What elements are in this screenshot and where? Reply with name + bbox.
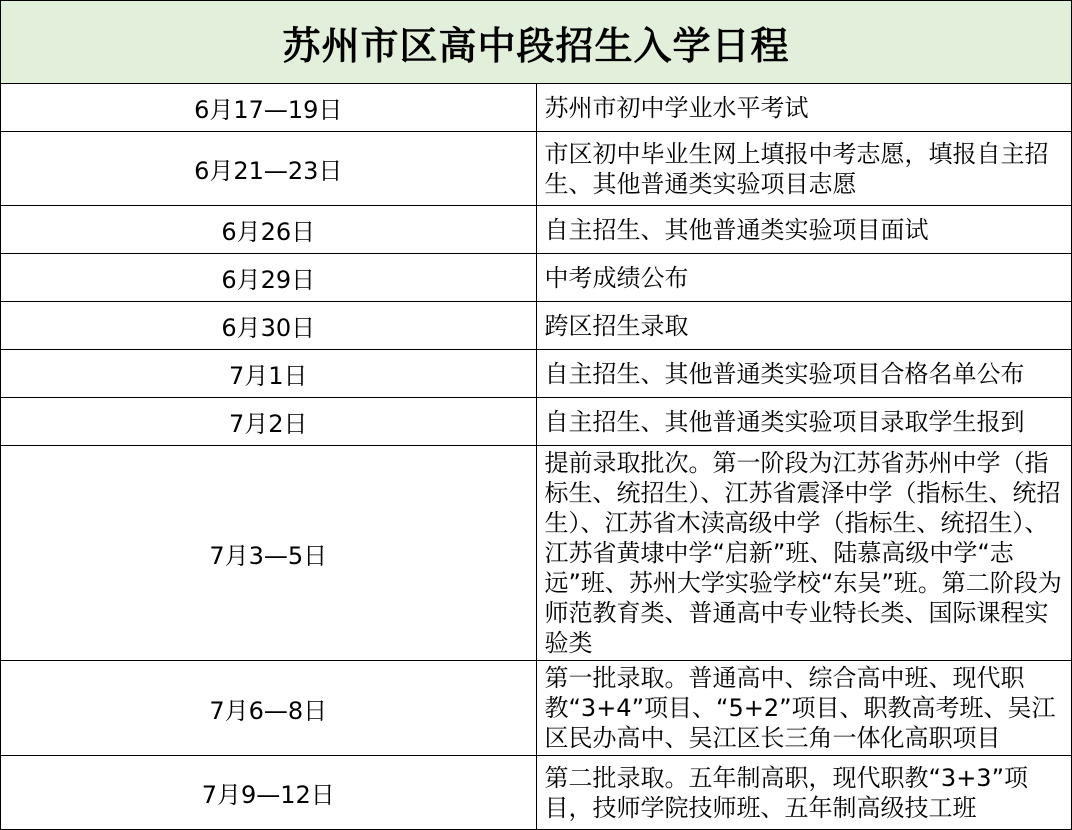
date-cell: 7月3—5日 <box>1 446 537 661</box>
date-cell: 6月29日 <box>1 254 537 302</box>
event-cell: 第二批录取。五年制高职，现代职教“3+3”项目，技师学院技师班、五年制高级技工班 <box>536 756 1072 830</box>
table-row <box>1 84 1072 132</box>
date-cell: 7月2日 <box>1 398 537 446</box>
table-row <box>1 661 1072 756</box>
event-cell: 提前录取批次。第一阶段为江苏省苏州中学（指标生、统招生）、江苏省震泽中学（指标生、统招生）、江苏省木渎高级中学（指标生、统招生）、江苏省黄埭中学“启新”班、陆慕高级中学“志远”班、苏州大学实验学校“东吴”班。第二阶段为师范教育类、普通高中专业特长类、国际课程实验类 <box>536 446 1072 661</box>
date-cell: 7月6—8日 <box>1 661 537 756</box>
table-row <box>1 206 1072 254</box>
date-cell: 6月17—19日 <box>1 84 537 132</box>
table-title: 苏州市区高中段招生入学日程 <box>1 1 1072 84</box>
date-cell: 6月30日 <box>1 302 537 350</box>
date-cell: 7月1日 <box>1 350 537 398</box>
title-row <box>1 1 1072 84</box>
table-row <box>1 756 1072 830</box>
event-cell: 跨区招生录取 <box>536 302 1072 350</box>
table-row <box>1 398 1072 446</box>
table-row <box>1 350 1072 398</box>
date-cell: 6月26日 <box>1 206 537 254</box>
event-cell: 中考成绩公布 <box>536 254 1072 302</box>
table-row <box>1 446 1072 661</box>
date-cell: 6月21—23日 <box>1 132 537 206</box>
table-row <box>1 302 1072 350</box>
event-cell: 第一批录取。普通高中、综合高中班、现代职教“3+4”项目、“5+2”项目、职教高考班、吴江区民办高中、吴江区长三角一体化高职项目 <box>536 661 1072 756</box>
event-cell: 自主招生、其他普通类实验项目面试 <box>536 206 1072 254</box>
event-cell: 市区初中毕业生网上填报中考志愿，填报自主招生、其他普通类实验项目志愿 <box>536 132 1072 206</box>
table-row <box>1 132 1072 206</box>
table-row <box>1 254 1072 302</box>
event-cell: 自主招生、其他普通类实验项目合格名单公布 <box>536 350 1072 398</box>
event-cell: 自主招生、其他普通类实验项目录取学生报到 <box>536 398 1072 446</box>
event-cell: 苏州市初中学业水平考试 <box>536 84 1072 132</box>
date-cell: 7月9—12日 <box>1 756 537 830</box>
